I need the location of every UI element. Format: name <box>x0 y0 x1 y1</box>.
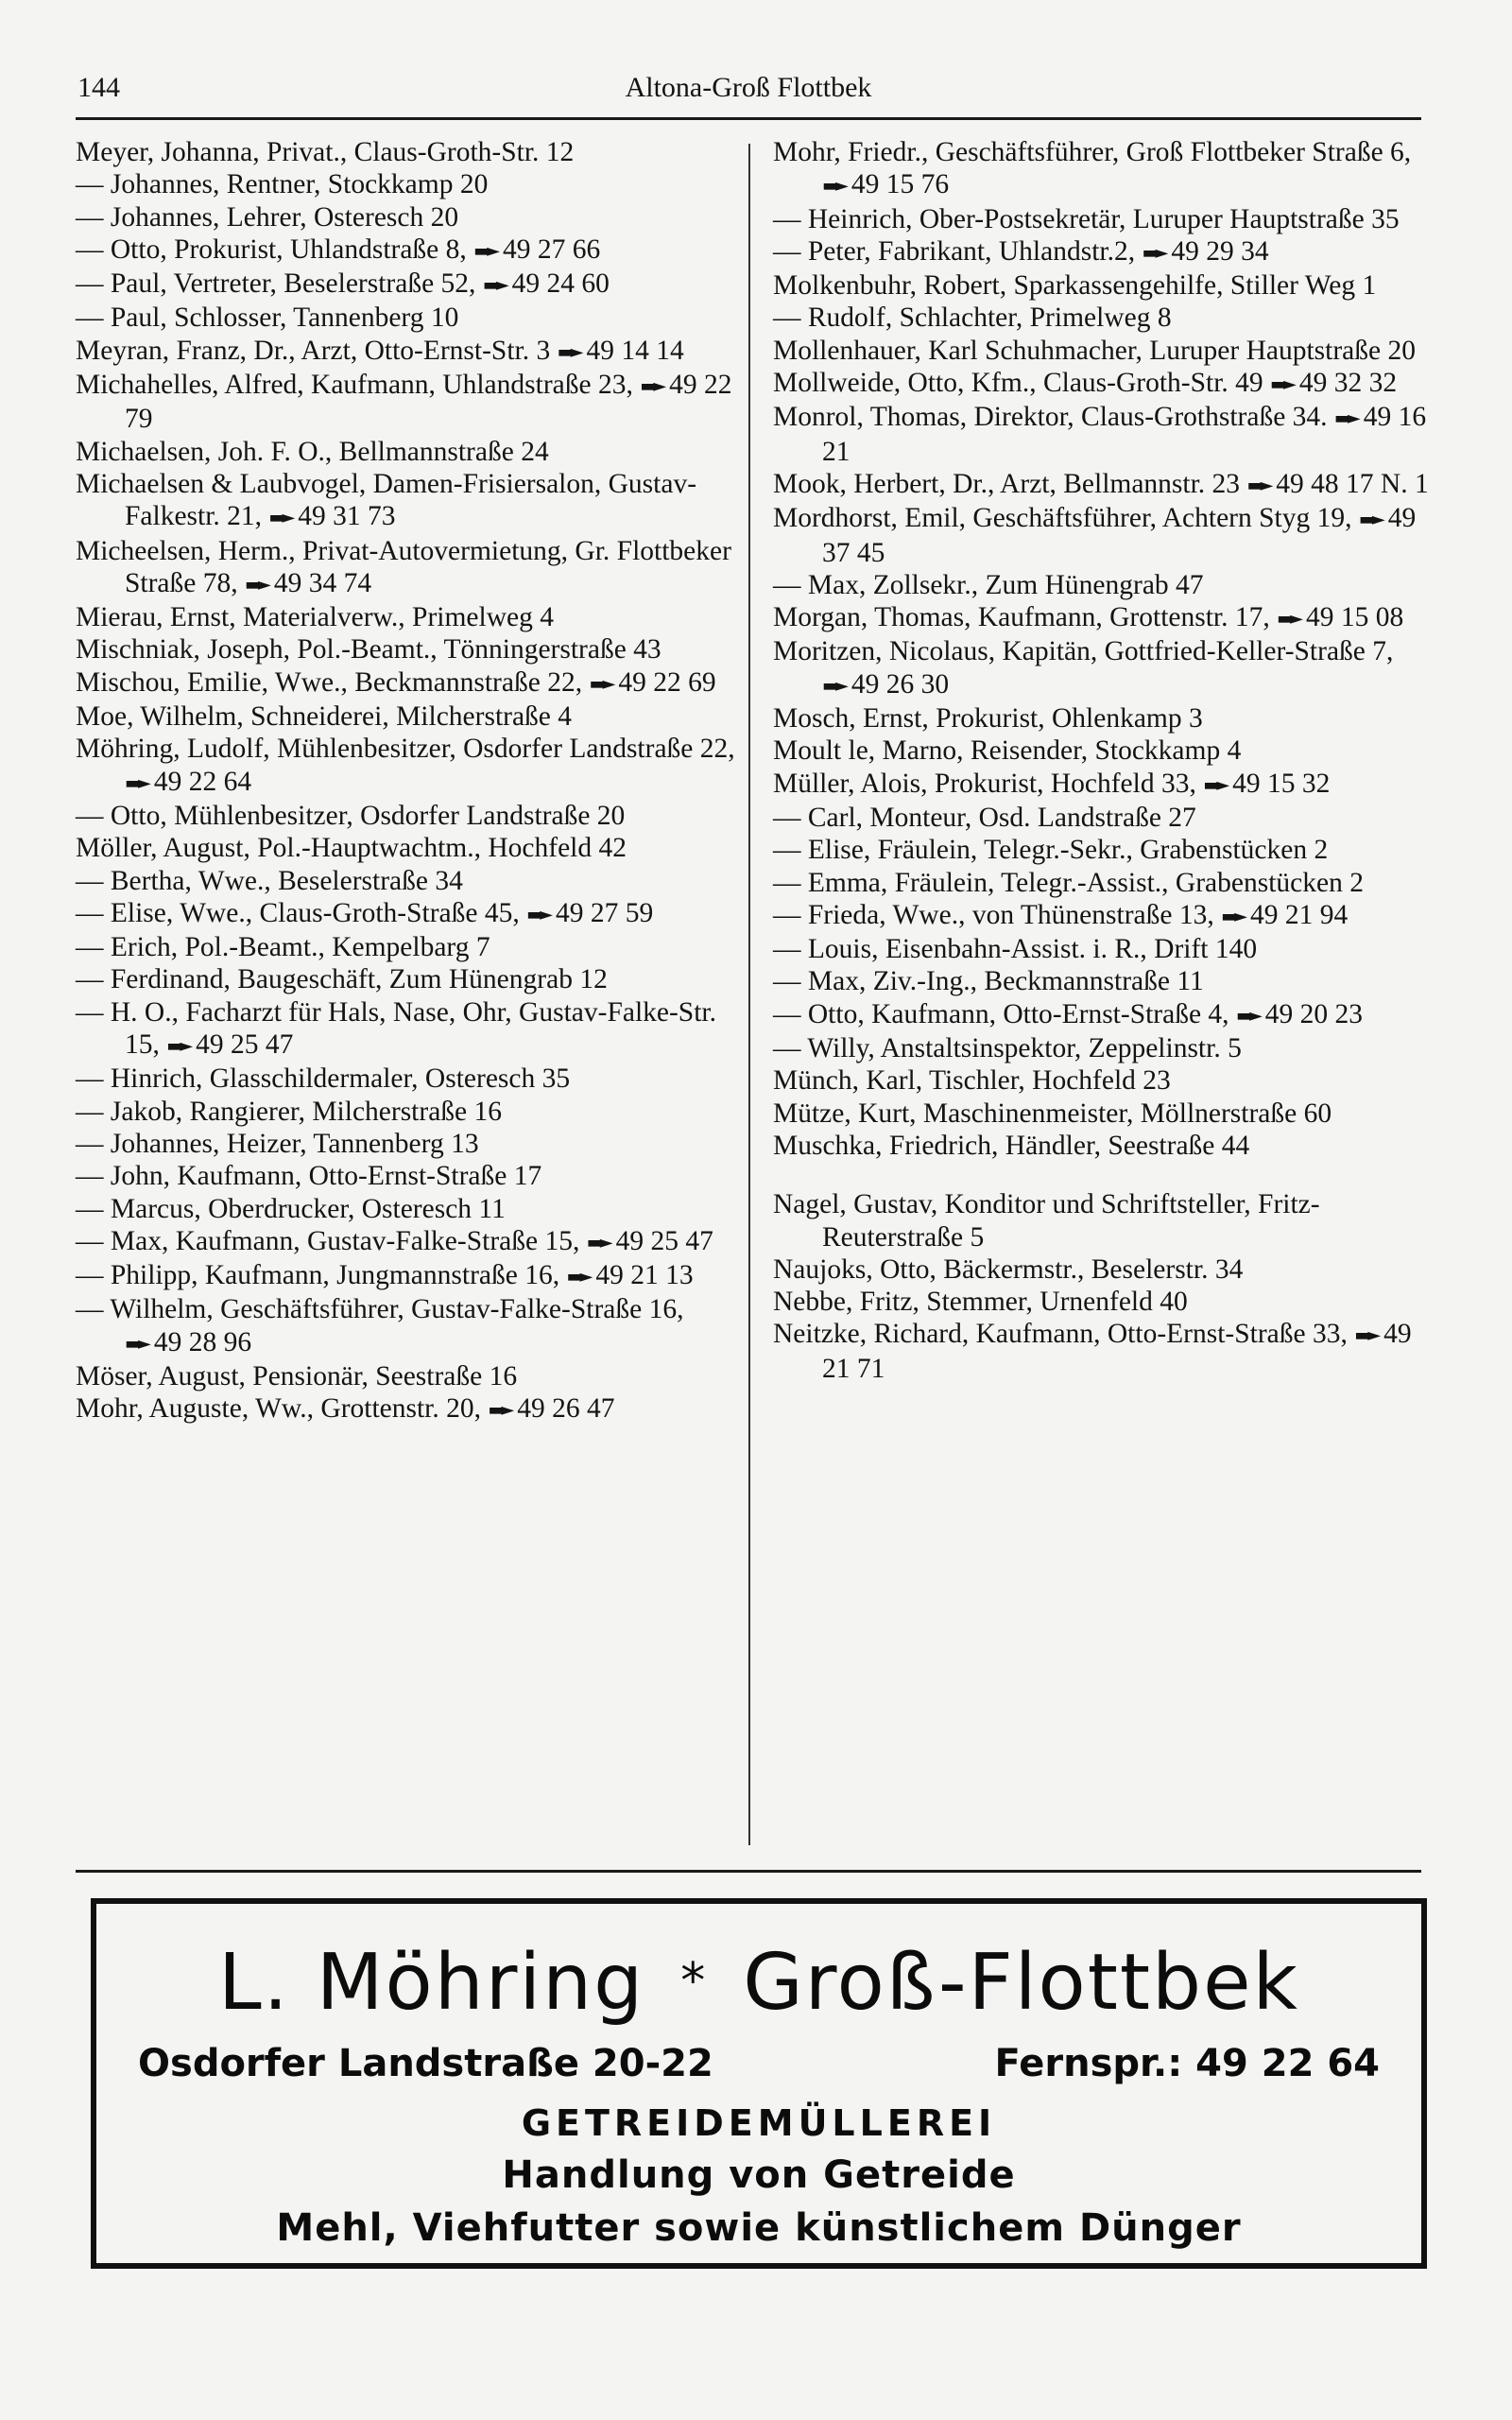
directory-entry <box>773 802 1435 834</box>
entry-text: Molkenbuhr, Robert, Sparkassengehilfe, Stiller Weg 1 <box>773 270 1377 302</box>
phone-number: 49 21 94 <box>1249 899 1349 930</box>
entry-text: — Bertha, Wwe., Beselerstraße 34 <box>76 865 463 896</box>
directory-entry <box>773 998 1435 1032</box>
page-header <box>77 72 1419 113</box>
directory-entry <box>76 1128 737 1160</box>
header-rule <box>76 117 1421 120</box>
entry-text: — Max, Kaufmann, Gustav-Falke-Straße 15, <box>76 1225 580 1256</box>
entry-text: Meyer, Johanna, Privat., Claus-Groth-Str. 12 <box>76 137 575 167</box>
entry-text: Micheelsen, Herm., Privat-Autovermietung, Gr. Flottbeker Straße 78, <box>76 535 731 598</box>
telephone-icon: ▬► <box>566 1267 591 1288</box>
directory-entry <box>76 1063 737 1095</box>
entry-text: Michaelsen & Laubvogel, Damen-Frisiersalon, Gustav-Falkestr. 21, <box>76 468 697 532</box>
telephone-icon: ▬► <box>822 675 846 696</box>
entry-text: — Max, Zollsekr., Zum Hünengrab 47 <box>773 569 1204 600</box>
entry-text: — Ferdinand, Baugeschäft, Zum Hünengrab 12 <box>76 964 608 995</box>
telephone-icon: ▬► <box>557 341 581 362</box>
entry-text: — Peter, Fabrikant, Uhlandstr.2, <box>773 235 1136 267</box>
directory-entry <box>773 867 1435 899</box>
entry-text: — Frieda, Wwe., von Thünenstraße 13, <box>773 899 1214 930</box>
phone-number: 49 21 13 <box>595 1260 694 1291</box>
entry-text: Naujoks, Otto, Bäckermstr., Beselerstr. 34 <box>773 1253 1244 1285</box>
directory-entry <box>76 963 737 995</box>
directory-entry <box>76 1360 737 1392</box>
phone-number: 49 14 14 <box>586 335 684 366</box>
telephone-icon: ▬► <box>166 1036 191 1057</box>
directory-entry <box>773 367 1435 401</box>
ad-goods: Mehl, Viehfutter sowie künstlichem Dünger <box>276 2206 1242 2250</box>
advertisement-box <box>91 1898 1427 2269</box>
phone-number: 49 25 47 <box>196 1029 294 1061</box>
entry-text: Mohr, Auguste, Ww., Grottenstr. 20, <box>76 1393 482 1425</box>
entry-text: Meyran, Franz, Dr., Arzt, Otto-Ernst-Str. 3 <box>76 335 551 366</box>
directory-entry <box>76 633 737 666</box>
running-head: Altona-Groß Flottbek <box>625 72 872 103</box>
entry-text: Mierau, Ernst, Materialverw., Primelweg 4 <box>76 602 554 633</box>
ad-trade: Handlung von Getreide <box>502 2153 1016 2197</box>
entry-text: — Wilhelm, Geschäftsführer, Gustav-Falke-Straße 16, <box>76 1294 684 1325</box>
ad-title <box>96 1936 1421 2029</box>
phone-number: 49 16 21 <box>822 402 1427 467</box>
entry-text: Möser, August, Pensionär, Seestraße 16 <box>76 1360 518 1392</box>
entry-text: Neitzke, Richard, Kaufmann, Otto-Ernst-Straße 33, <box>773 1319 1348 1350</box>
directory-entry <box>76 136 737 168</box>
directory-entry <box>773 1130 1435 1162</box>
left-column <box>76 136 737 1427</box>
entry-text: Müller, Alois, Prokurist, Hochfeld 33, <box>773 768 1196 799</box>
directory-entry <box>773 203 1435 235</box>
directory-entry <box>773 302 1435 334</box>
telephone-icon: ▬► <box>1246 475 1271 495</box>
phone-number: 49 25 47 <box>615 1225 713 1256</box>
directory-entry <box>773 1286 1435 1318</box>
entry-text: — Max, Ziv.-Ing., Beckmannstraße 11 <box>773 966 1204 997</box>
entry-text: — Elise, Fräulein, Telegr.-Sekr., Grabenstücken 2 <box>773 835 1329 866</box>
entry-text: — Johannes, Rentner, Stockkamp 20 <box>76 169 489 200</box>
ad-phone: Fernspr.: 49 22 64 <box>994 2042 1380 2085</box>
directory-entry <box>773 1318 1435 1385</box>
directory-entry <box>773 269 1435 302</box>
phone-number: 49 48 17 N. 1 <box>1276 468 1429 499</box>
directory-entry <box>76 268 737 302</box>
phone-number: 49 15 08 <box>1305 602 1404 633</box>
ad-address-line <box>138 2042 1380 2085</box>
directory-entry <box>76 436 737 468</box>
ad-place: Groß-Flottbek <box>743 1938 1300 2028</box>
phone-number: 49 32 32 <box>1298 368 1398 399</box>
letter-section-gap <box>773 1162 1435 1188</box>
telephone-icon: ▬► <box>1221 906 1245 926</box>
telephone-icon: ▬► <box>125 772 148 793</box>
directory-entry <box>76 1096 737 1128</box>
phone-number: 49 26 47 <box>517 1393 615 1425</box>
phone-number: 49 29 34 <box>1171 235 1269 267</box>
entry-text: — Otto, Mühlenbesitzer, Osdorfer Landstraße 20 <box>76 800 626 831</box>
directory-entry <box>76 335 737 369</box>
phone-number: 49 15 76 <box>850 169 950 200</box>
phone-number: 49 22 79 <box>125 370 732 435</box>
entry-text: — Jakob, Rangierer, Milcherstraße 16 <box>76 1096 503 1127</box>
entry-text: Moult le, Marno, Reisender, Stockkamp 4 <box>773 735 1242 767</box>
entry-text: Morgan, Thomas, Kaufmann, Grottenstr. 17, <box>773 602 1270 633</box>
entry-text: Mordhorst, Emil, Geschäftsführer, Achtern Styg 19, <box>773 503 1352 534</box>
phone-number: 49 27 66 <box>503 233 601 265</box>
star-icon: * <box>680 1953 708 2010</box>
directory-entry <box>76 535 737 602</box>
directory-entry <box>76 832 737 864</box>
directory-entry <box>76 601 737 633</box>
telephone-icon: ▬► <box>1270 374 1294 395</box>
entry-text: Mischou, Emilie, Wwe., Beckmannstraße 22, <box>76 666 583 698</box>
directory-entry <box>76 897 737 931</box>
phone-number: 49 22 69 <box>618 666 716 698</box>
entry-text: — Carl, Monteur, Osd. Landstraße 27 <box>773 802 1196 833</box>
entry-text: — Hinrich, Glasschildermaler, Osteresch 35 <box>76 1063 571 1095</box>
entry-text: Mütze, Kurt, Maschinenmeister, Möllnerstraße 60 <box>773 1098 1332 1129</box>
entry-text: Mosch, Ernst, Prokurist, Ohlenkamp 3 <box>773 703 1203 735</box>
directory-entry <box>773 601 1435 635</box>
directory-entry <box>773 468 1435 502</box>
directory-entry <box>76 733 737 800</box>
telephone-icon: ▬► <box>473 240 498 261</box>
directory-entry <box>76 1392 737 1426</box>
entry-text: Möhring, Ludolf, Mühlenbesitzer, Osdorfer Landstraße 22, <box>76 734 735 765</box>
ad-company-name: L. Möhring <box>217 1938 645 2028</box>
phone-number: 49 20 23 <box>1264 998 1364 1029</box>
directory-entry <box>773 1188 1435 1253</box>
telephone-icon: ▬► <box>1354 1325 1379 1346</box>
directory-entry <box>76 1293 737 1360</box>
entry-text: Mook, Herbert, Dr., Arzt, Bellmannstr. 23 <box>773 468 1241 499</box>
entry-text: Nebbe, Fritz, Stemmer, Urnenfeld 40 <box>773 1287 1188 1318</box>
directory-entry <box>76 468 737 535</box>
telephone-icon: ▬► <box>488 1400 512 1421</box>
page-number: 144 <box>77 72 120 103</box>
phone-number: 49 26 30 <box>850 668 950 700</box>
entry-text: — Paul, Schlosser, Tannenberg 10 <box>76 302 459 334</box>
telephone-icon: ▬► <box>1333 408 1358 429</box>
phone-number: 49 15 32 <box>1232 768 1331 799</box>
telephone-icon: ▬► <box>526 904 550 925</box>
phone-number: 49 37 45 <box>822 503 1417 568</box>
entry-text: — Willy, Anstaltsinspektor, Zeppelinstr. 5 <box>773 1033 1242 1064</box>
directory-entry <box>76 700 737 733</box>
directory-entry <box>773 569 1435 601</box>
entry-text: Münch, Karl, Tischler, Hochfeld 23 <box>773 1065 1171 1097</box>
directory-entry <box>773 768 1435 802</box>
entry-text: Moe, Wilhelm, Schneiderei, Milcherstraße 4 <box>76 701 573 733</box>
phone-number: 49 34 74 <box>273 567 372 598</box>
entry-text: — Johannes, Lehrer, Osteresch 20 <box>76 201 459 233</box>
directory-entry <box>773 1064 1435 1097</box>
entry-text: — Johannes, Heizer, Tannenberg 13 <box>76 1128 479 1159</box>
entry-text: Moritzen, Nicolaus, Kapitän, Gottfried-Keller-Straße 7, <box>773 636 1394 667</box>
phone-number: 49 24 60 <box>511 268 610 300</box>
directory-entry <box>76 1259 737 1293</box>
directory-entry <box>76 931 737 963</box>
directory-entry <box>773 136 1435 203</box>
entry-text: Mischniak, Joseph, Pol.-Beamt., Tönningerstraße 43 <box>76 634 662 666</box>
column-divider <box>748 144 750 1845</box>
telephone-icon: ▬► <box>482 275 507 296</box>
directory-entry <box>773 401 1435 468</box>
directory-entry <box>773 1253 1435 1286</box>
entry-text: — Louis, Eisenbahn-Assist. i. R., Drift 140 <box>773 934 1258 965</box>
entry-text: — Otto, Kaufmann, Otto-Ernst-Straße 4, <box>773 998 1229 1029</box>
entry-text: Mollweide, Otto, Kfm., Claus-Groth-Str. 49 <box>773 368 1263 399</box>
entry-text: — Marcus, Oberdrucker, Osteresch 11 <box>76 1193 506 1224</box>
directory-entry <box>773 635 1435 702</box>
telephone-icon: ▬► <box>1142 242 1166 263</box>
telephone-icon: ▬► <box>1277 609 1300 630</box>
entry-text: Michahelles, Alfred, Kaufmann, Uhlandstraße 23, <box>76 370 633 401</box>
directory-entry <box>76 1225 737 1259</box>
entry-text: — Otto, Prokurist, Uhlandstraße 8, <box>76 233 467 265</box>
directory-entry <box>773 702 1435 735</box>
footer-rule <box>76 1870 1421 1873</box>
directory-entry <box>76 233 737 268</box>
entry-text: — Emma, Fräulein, Telegr.-Assist., Grabenstücken 2 <box>773 867 1364 898</box>
directory-entry <box>76 666 737 700</box>
directory-entry <box>773 965 1435 997</box>
directory-entry <box>76 1193 737 1225</box>
directory-entry <box>76 302 737 334</box>
directory-entry <box>76 1160 737 1192</box>
directory-entry <box>773 1032 1435 1064</box>
directory-entry <box>76 168 737 200</box>
directory-entry <box>76 996 737 1063</box>
entry-text: — Philipp, Kaufmann, Jungmannstraße 16, <box>76 1260 560 1291</box>
entry-text: Michaelsen, Joh. F. O., Bellmannstraße 24 <box>76 436 549 467</box>
telephone-icon: ▬► <box>822 176 846 197</box>
telephone-icon: ▬► <box>125 1333 148 1354</box>
entry-text: Mohr, Friedr., Geschäftsführer, Groß Flottbeker Straße 6, <box>773 137 1412 167</box>
entry-text: — Erich, Pol.-Beamt., Kempelbarg 7 <box>76 932 490 963</box>
entry-text: — Elise, Wwe., Claus-Groth-Straße 45, <box>76 897 520 928</box>
telephone-icon: ▬► <box>245 574 268 595</box>
phone-number: 49 27 59 <box>555 897 654 928</box>
entry-text: Mollenhauer, Karl Schuhmacher, Luruper Hauptstraße 20 <box>773 335 1416 366</box>
entry-text: Muschka, Friedrich, Händler, Seestraße 44 <box>773 1130 1250 1161</box>
entry-text: — Rudolf, Schlachter, Primelweg 8 <box>773 302 1172 334</box>
telephone-icon: ▬► <box>1235 1005 1260 1026</box>
telephone-icon: ▬► <box>1203 774 1228 795</box>
directory-entry <box>76 369 737 436</box>
right-column <box>773 136 1435 1385</box>
telephone-icon: ▬► <box>268 508 293 528</box>
telephone-icon: ▬► <box>1358 510 1383 530</box>
directory-entry <box>773 899 1435 933</box>
entry-text: Möller, August, Pol.-Hauptwachtm., Hochfeld 42 <box>76 833 627 864</box>
directory-entry <box>773 235 1435 269</box>
phone-number: 49 28 96 <box>153 1326 252 1357</box>
telephone-icon: ▬► <box>640 376 664 397</box>
phone-number: 49 21 71 <box>822 1319 1412 1384</box>
directory-entry <box>76 800 737 832</box>
phone-number: 49 31 73 <box>298 501 396 532</box>
entry-text: — John, Kaufmann, Otto-Ernst-Straße 17 <box>76 1161 542 1192</box>
ad-address: Osdorfer Landstraße 20-22 <box>138 2042 713 2085</box>
entry-text: Monrol, Thomas, Direktor, Claus-Grothstraße 34. <box>773 402 1328 433</box>
telephone-icon: ▬► <box>589 673 613 694</box>
entry-text: — Heinrich, Ober-Postsekretär, Luruper Hauptstraße 35 <box>773 203 1400 234</box>
directory-entry <box>773 933 1435 965</box>
phone-number: 49 22 64 <box>153 766 252 797</box>
directory-entry <box>773 502 1435 569</box>
directory-entry <box>773 735 1435 767</box>
entry-text: — Paul, Vertreter, Beselerstraße 52, <box>76 268 476 300</box>
directory-entry <box>76 201 737 233</box>
telephone-icon: ▬► <box>586 1232 610 1253</box>
directory-entry <box>773 1098 1435 1130</box>
directory-entry <box>773 335 1435 367</box>
entry-text: Nagel, Gustav, Konditor und Schriftsteller, Fritz-Reuterstraße 5 <box>773 1189 1320 1253</box>
ad-business: GETREIDEMÜLLEREI <box>521 2102 997 2144</box>
directory-entry <box>76 865 737 897</box>
entry-text: — H. O., Facharzt für Hals, Nase, Ohr, Gustav-Falke-Str. 15, <box>76 996 716 1061</box>
directory-entry <box>773 834 1435 866</box>
